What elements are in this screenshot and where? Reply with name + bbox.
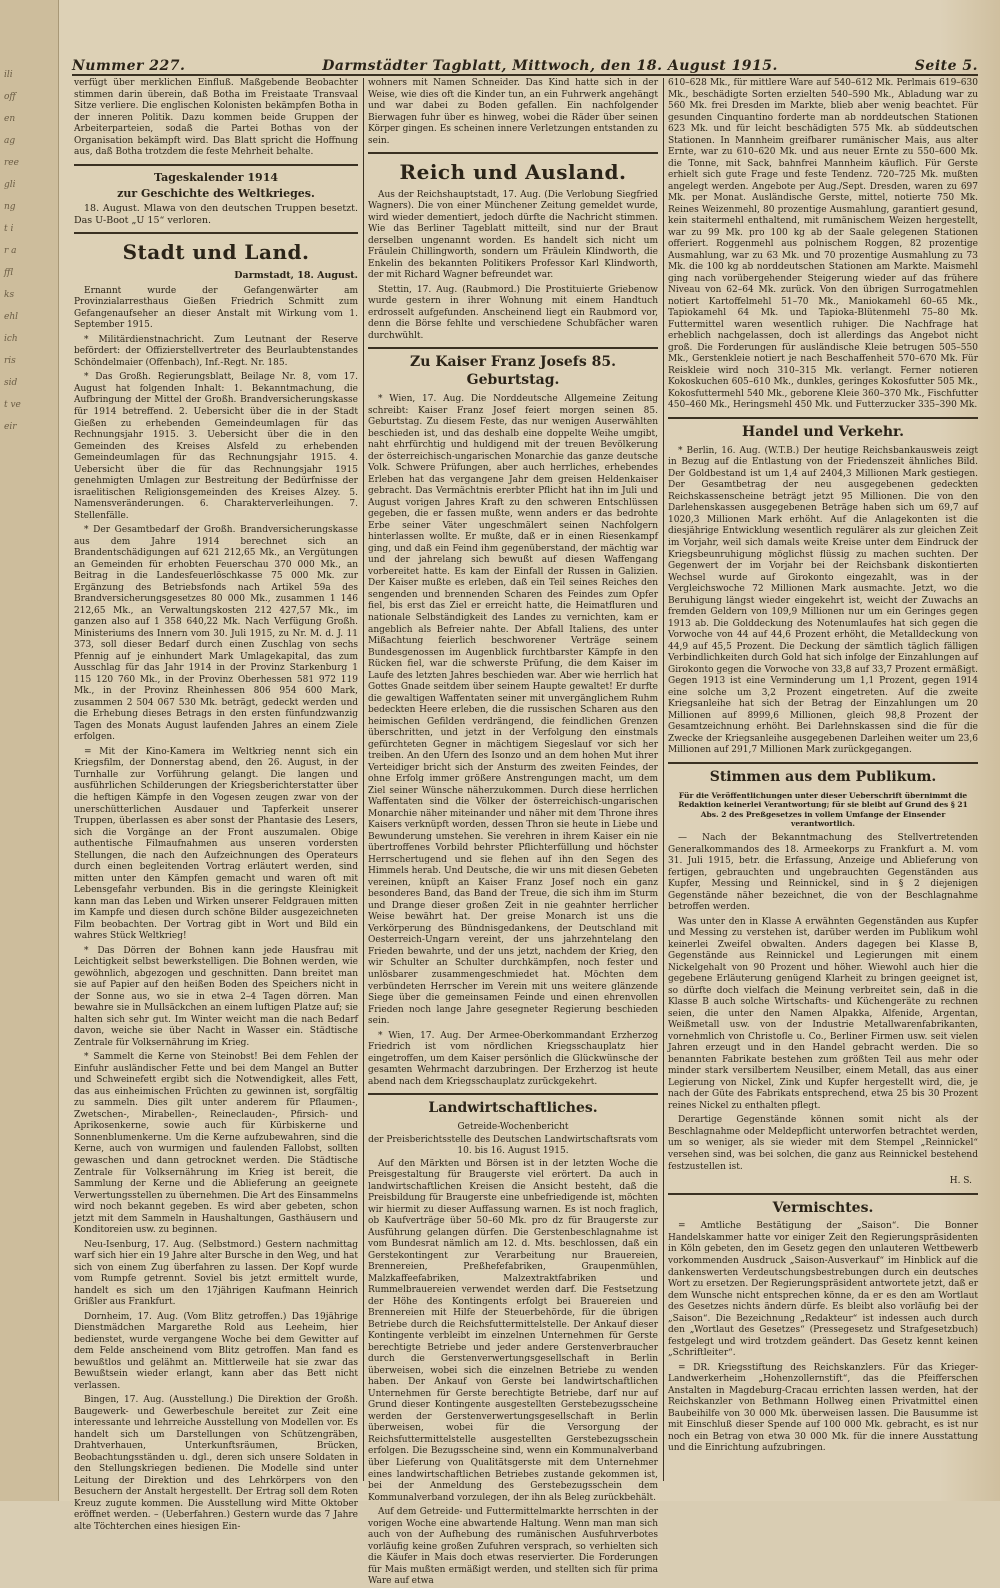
divider bbox=[368, 1093, 658, 1095]
divider bbox=[368, 152, 658, 154]
divider bbox=[668, 417, 978, 419]
kalender-subtitle: zur Geschichte des Weltkrieges. bbox=[117, 186, 315, 200]
section-title-stadt-und-land: Stadt und Land. bbox=[122, 240, 310, 265]
section-title-handel: Handel und Verkehr. bbox=[742, 423, 904, 440]
article-continuation: 610–628 Mk., für mittlere Ware auf 540–612 Mk. Perlmais 619–630 Mk., beschädigte Sorten erzielten 540–590 Mk., Abladung war zu 560 Mk. frei Dresden im Markte, blieb aber wenig beachtet. Für gesunden Cinquantino forderte man ab norddeutschen Stationen 623 Mk. und für leicht beschädigten 575 Mk. ab süddeutschen Stationen. In Mannheim greifbarer rumänischer Mais, aus alter Ernte, war zu 610–620 Mk. und aus neuer Ernte zu 550–600 Mk. die Tonne, mit Sack, bahnfrei Mannheim käuflich. Für Gerste erhielt sich gute Frage und feste Tendenz. 720–725 Mk. mußten angelegt werden. Angebote per Aug./Sept. Dresden, waren zu 697 Mk. per Monat. Ausländische Gerste, mittel, notierte 750 Mk. Reines Weizenmehl, 80 prozentige Ausmahlung, garantiert gesund, kein staitermehl enthaltend, mit rumänischem Weizen hergestellt, war zu 99 Mk. pro 100 kg ab der Saale gelegenen Stationen offeriert. Roggenmehl aus polnischem Roggen, 82 prozentige Ausmahlung, war zu 63 Mk. und 70 prozentige Ausmahlung zu 73 Mk. die 100 kg ab norddeutschen Stationen am Markte. Maismehl ging nach vorübergehender Steigerung wieder auf das frühere Niveau von 62–64 Mk. zurück. Von den übrigen Surrogatmehlen notiert Kartoffelmehl 51–70 Mk., Maniokamehl 60–65 Mk., Tapiokamehl 64 Mk. und Tapioka-Blütenmehl 75–80 Mk. Futtermittel waren wesentlich ruhiger. Die Nachfrage hat erheblich nachgelassen, doch ist allerdings das Angebot nicht groß. Die Forderungen für ausländische Kleie betrugen 505–550 Mk., Gerstenkleie notiert je nach Beschaffenheit 570–670 Mk. Für Reiskleie wird noch 310–315 Mk. verlangt. Ferner notieren Kokoskuchen 605–610 Mk., dunkles, geringes Kokosfutter 505 Mk., Kokosfuttermehl 540 Mk., geborene Kleie 360–370 Mk., Fischfutter 450–460 Mk., Heringsmehl 450 Mk. und Futterzucker 335–390 Mk. bbox=[668, 78, 978, 411]
section-title-stimmen: Stimmen aus dem Publikum. bbox=[709, 768, 937, 785]
margin-text-fragment: t ve bbox=[4, 400, 21, 410]
column-rule bbox=[363, 78, 364, 1481]
article-paragraph: * Der Gesamtbedarf der Großh. Brandversicherungskasse aus dem Jahre 1914 berechnet sich an Brandentschädigungen auf 621 212,65 Mk., an Vergütungen an Gemeinden für erhobten Feuerschau 370 000 Mk., an Beitrag in die Landesfeuerlöschkasse 75 000 Mk. zur Ergänzung des Betriebsfonds nach Artikel 59a des Brandversicherungsgesetzes 80 000 Mk., zusammen 1 146 212,65 Mk., an Verwaltungskosten 212 427,57 Mk., im ganzen also auf 1 358 640,22 Mk. Nach Verfügung Großh. Ministeriums des Innern vom 30. Juli 1915, zu Nr. M. d. J. 11 373, soll dieser Bedarf durch einen Zuschlag von sechs Pfennig auf je einhundert Mark Umlagekapital, das zum Ausschlag für das Jahr 1914 in der Provinz Starkenburg 1 115 120 760 Mk., in der Provinz Oberhessen 581 972 119 Mk., in der Provinz Rheinhessen 806 954 600 Mark, zusammen 2 504 067 530 Mk. beträgt, gedeckt werden und die Erhebung dieses Betrags in den ersten fünfundzwanzig Tagen des Monats August laufenden Jahres an einem Ziele erfolgen. bbox=[74, 525, 358, 743]
article-paragraph: * Das Großh. Regierungsblatt, Beilage Nr. 8, vom 17. August hat folgenden Inhalt: 1. Bekanntmachung, die Aufbringung der Mittel der Großh. Brandversicherungskasse für 1914 betreffend. 2. Uebersicht über die in der Stadt Gießen zu erhebenden Gemeindeumlagen für das Rechnungsjahr 1915. 3. Uebersicht über die in den Gemeinden des Kreises Alsfeld zu erhebenden Gemeindeumlagen für das Rechnungsjahr 1915. 4. Uebersicht über die für das Rechnungsjahr 1915 genehmigten Umlagen zur Bestreitung der Bedürfnisse der israelitischen Religionsgemeinden des Kreises Alzey. 5. Namensveränderungen. 6. Charakterverleihungen. 7. Stellenfälle. bbox=[74, 372, 358, 521]
article-paragraph: Auf den Märkten und Börsen ist in der letzten Woche die Preisgestaltung für Braugerste viel erörtert. Da auch in landwirtschaftlichen Kreisen die Ansicht besteht, daß die Preisbildung für Braugerste eine unbefriedigende ist, möchten wir hiermit zu dieser Auffassung warnen. Es ist noch fraglich, ob Kaufverträge über 50–60 Mk. pro dz für Braugerste zur Ausführung gelangen dürfen. Die Gerstenbeschlagnahme ist vom Bundesrat nämlich am 12. d. Mts. beschlossen, daß ein Gerstekontingent zur Verarbeitung nur Brauereien, Brennereien, Preßhefefabriken, Graupenmühlen, Malzkaffeefabriken, Malzextraktfabriken und Rummelbrauereien verwendet werden darf. Die Festsetzung der Höhe des Kontingents erfolgt bei Brauereien und Brennereien mit Hilfe der Steuerbehörde, für die übrigen Betriebe durch die Reichsfuttermittelstelle. Der Ankauf dieser Kontingente verbleibt im einzelnen Unternehmen für Gerste berechtigte Betriebe und jeder andere Gerstenverbraucher durch die Gerstenverwertungsgesellschaft in Berlin überweisen, wobei sich die einzelnen Betriebe zu wenden haben. Der Ankauf von Gerste bei landwirtschaftlichen Unternehmen für Gerste berechtigte Betriebe, darf nur auf Grund dieser Kontingente ausgestellten Gerstebezugsscheine werden der Gerstenverwertungsgesellschaft in Berlin überweisen, wobei für die Versorgung der Reichsfuttermittelstelle ausgestellten Gerstebezugsschein erfolgen. Die Bezugsscheine sind, wenn ein Kommunalverband über Lieferung von Qualitätsgerste mit dem Unternehmer eines landwirtschaftlichen Betriebes zustande gekommen ist, bei der Anmeldung des Gerstebezugsschein dem Kommunalverband vorzulegen, der ihn als Beleg zurückbehält. bbox=[368, 1158, 658, 1503]
section-title-landwirtschaft: Landwirtschaftliches. bbox=[428, 1100, 598, 1117]
article-list bbox=[74, 286, 358, 1534]
article-paragraph: * Das Dörren der Bohnen kann jede Hausfrau mit Leichtigkeit selbst bewerkstelligen. Die Bohnen werden, wie gewöhnlich, abgezogen und geschnitten. Dann breitet man sie auf Papier auf den heißen Boden des Speichers nicht in der Sonne aus, wo sie in etwa 2–4 Tagen dörren. Man bewahre sie in Mullsäckchen an einem luftigen Platze auf; sie halten sich sehr gut. Im Winter weicht man die nach Bedarf davon, weiche sie über Nacht in Wasser ein. Städtische Zentrale für Volksernährung im Krieg. bbox=[74, 945, 358, 1048]
page-header bbox=[72, 52, 978, 76]
margin-text-fragment: ili bbox=[4, 70, 13, 80]
divider bbox=[74, 164, 358, 166]
section-subtitle: der Preisberichtsstelle des Deutschen Landwirtschaftsrats vom 10. bis 16. August 1915. bbox=[368, 1134, 658, 1157]
article-paragraph: Dornheim, 17. Aug. (Vom Blitz getroffen.) Das 19jährige Dienstmädchen Margarethe Rold aus Leeheim, hier bedienstet, wurde vergangene Woche bei dem Gewitter auf dem Felde anscheinend vom Blitz getroffen. Man fand es bewußtlos und gelähmt an. Mittlerweile hat sie zwar das Bewußtsein wieder erlangt, kann aber das Bett nicht verlassen. bbox=[74, 1311, 358, 1391]
article-list bbox=[668, 446, 978, 757]
page-number: Seite 5. bbox=[914, 58, 978, 74]
margin-text-fragment: ng bbox=[4, 202, 16, 212]
article-paragraph: — Nach der Bekanntmachung des Stellvertretenden Generalkommandos des 18. Armeekorps zu Frankfurt a. M. vom 31. Juli 1915, betr. die Erfassung, Anzeige und Ablieferung von fertigen, gebrauchten und ungebrauchten Gegenständen aus Kupfer, Messing und Reinnickel, sind in § 2 diejenigen Gegenstände näher bezeichnet, die von der Beschlagnahme betroffen werden. bbox=[668, 833, 978, 913]
dateline: Darmstadt, 18. August. bbox=[234, 269, 358, 281]
column-1 bbox=[74, 78, 358, 1532]
divider bbox=[368, 347, 658, 349]
column-2 bbox=[368, 78, 658, 1587]
article-paragraph: Bingen, 17. Aug. (Ausstellung.) Die Direktion der Großh. Baugewerk- und Gewerbeschule bereitet zur Zeit eine interessante und lehrreiche Ausstellung von Modellen vor. Es handelt sich um Darstellungen von Schützengräben, Drahtverhauen, Unterkunftsräumen, Brücken, Beobachtungsständen u. dgl., deren sich unsere Soldaten in den Stellungskriegen bedienen. Die Modelle sind unter Leitung der Direktion und des Lehrkörpers von den Besuchern der Anstalt hergestellt. Der Ertrag soll dem Roten Kreuz zugute kommen. Die Ausstellung wird Mitte Oktober eröffnet werden. – (Ueberfahren.) Gestern wurde das 7 Jahre alte Töchterchen eines hiesigen Ein- bbox=[74, 1395, 358, 1532]
margin-text-fragment: ag bbox=[4, 136, 16, 146]
margin-text-fragment: t i bbox=[4, 224, 14, 234]
section-subtitle: Getreide-Wochenbericht bbox=[457, 1122, 569, 1133]
article-paragraph: * Wien, 17. Aug. Die Norddeutsche Allgemeine Zeitung schreibt: Kaiser Franz Josef feiert morgen seinen 85. Geburtstag. Zu diesem Feste, das nur wenigen Auserwählten beschieden ist, und das deshalb eine doppelte Weihe umgibt, naht ehrfürchtig und huldigend mit der treuen Bevölkerung der österreichisch-ungarischen Monarchie das ganze deutsche Volk. Schwere Prüfungen, aber auch herrliches, erhebendes Erleben hat das vergangene Jahr dem greisen Heldenkaiser gebracht. Das Vermächtnis ererbter Pflicht hat ihn im Juli und August vorigen Jahres Kraft zu den schweren Entschlüssen gegeben, die er fassen mußte, wenn anders er das bedrohte Erbe seiner Väter ungeschmälert seinen Nachfolgern hinterlassen wollte. Er mußte, daß er in einen Riesenkampf ging, und daß ein Feind ihm gegenüberstand, der mächtig war und der jahrelang sich bewußt auf diesen Waffengang vorbereitet hatte. Es kam der Einfall der Russen in Galizien. Der Kaiser mußte es erleben, daß ein Teil seines Reiches den sengenden und brennenden Scharen des Feindes zum Opfer fiel, bis erst das Ziel er erreicht hatte, die Heimatfluren und nationale Selbständigkeit des Landes zu vernichten, kam er angeblich als Befreier nahte. Der Abfall Italiens, des unter Mißachtung feierlich beschworener Verträge seinem Bundesgenossen im Augenblick furchtbarster Kämpfe in den Rücken fiel, war die schwerste Prüfung, die dem Kaiser im Laufe des letzten Jahres beschieden war. Aber wie herrlich hat Gottes Gnade seitdem über seinem Haupte gewaltet! Er durfte die gewaltigen Waffentaten seiner mit unvergänglichem Ruhm bedeckten Heere erleben, die die russischen Scharen aus den heimischen Gefilden verdrängend, die feindlichen Grenzen überschritten, und jetzt in der Verfolgung den einstmals gefürchteten Gegner in mächtigem Siegeslauf vor sich her treiben. An den Ufern des Isonzo und an dem hohen Mut ihrer Verteidiger bricht sich der Ansturm des zweiten Feindes, der ohne Erfolg immer größere Anstrengungen macht, um dem Ziel seiner Wünsche näherzukommen. Durch diese herrlichen Waffentaten sind die Völker der österreichisch-ungarischen Monarchie näher miteinander und näher mit dem Throne ihres Kaisers verknüpft worden, dessen Thron sie heute in Liebe und Bewunderung umstehen. Sie verehren in ihrem Kaiser ein nie übertroffenes Vorbild behrster Pflichterfüllung und höchster Herrschertugend und sie flehen auf ihn den Segen des Himmels herab. Und Deutsche, die wir uns mit diesen Gebeten vereinen, knüpft an Kaiser Franz Josef noch ein ganz besonderes Band, das Band der Treue, die sich ihm im Sturm und Drange dieser großen Zeit in nie geahnter herrlicher Weise bewährt hat. Der greise Monarch ist uns die Verkörperung des Bündnisgedankens, der Deutschland mit Oesterreich-Ungarn vereint, der uns jahrzehntelang den Frieden bewahrte, und der uns jetzt, nachdem der Krieg, den wir Schulter an Schulter durchkämpfen, noch fester und unlösbarer zusammengeschmiedet hat. Möchten dem verbündeten Herrscher im Verein mit uns weitere glänzende Siege über die gemeinsamen Feinde und einen ehrenvollen Frieden noch lange Jahre gesegneter Regierung beschieden sein. bbox=[368, 394, 658, 1027]
adjacent-page-edge bbox=[0, 0, 59, 1501]
margin-text-fragment: ree bbox=[4, 158, 19, 168]
margin-text-fragment: ich bbox=[4, 334, 18, 344]
article-paragraph: Ernannt wurde der Gefangenwärter am Provinzialarresthaus Gießen Friedrich Schmitt zum Gefangenaufseher an dieser Anstalt mit Wirkung vom 1. September 1915. bbox=[74, 285, 358, 331]
article-paragraph: Auf dem Getreide- und Futtermittelmarkte herrschten in der vorigen Woche eine abwartende Haltung. Wenn man man sich auch von der Aufhebung des rumänischen Ausfuhrverbotes vorläufig keine großen Zufuhren versprach, so verhielten sich die Käufer in Mais doch etwas reservierter. Die Forderungen für Mais mußten ermäßigt werden, und stellten sich für prima Ware auf etwa bbox=[368, 1507, 658, 1587]
masthead-title: Darmstädter Tagblatt, Mittwoch, den 18. August 1915. bbox=[322, 58, 778, 74]
article-paragraph: = Amtliche Bestätigung der „Saison“. Die Bonner Handelskammer hatte vor einiger Zeit den Regierungspräsidenten in Köln gebeten, den im Gesetz gegen den unlauteren Wettbewerb vorkommenden Ausdruck „Saison-Ausverkauf“ im Hinblick auf die dankenswerten Verdeutschungsbestrebungen durch ein deutsches Wort zu ersetzen. Der Regierungspräsident antwortete jetzt, daß er dem Wunsche nicht entsprechen könne, da er es den am Wortlaut des Gesetzes nichts ändern dürfe. Es bleibt also vorläufig bei der „Saison“. Die Bezeichnung „Redakteur“ ist indessen auch durch den „Wortlaut des Gesetzes“ (Pressegesetz und Strafgesetzbuch) festgelegt und wird trotzdem geändert. Das Gesetz kennt keinen „Schriftleiter“. bbox=[668, 1221, 978, 1359]
article-paragraph: Stettin, 17. Aug. (Raubmord.) Die Prostituierte Griebenow wurde gestern in ihrer Wohnung mit einem Handtuch erdrosselt aufgefunden. Anscheinend liegt ein Raubmord vor, denn die Börse fehlte und verschiedene Schubfächer waren durchwühlt. bbox=[368, 284, 658, 341]
article-paragraph: * Militärdienstnachricht. Zum Leutnant der Reserve befördert: der Offizierstellvertreter des Beurlaubtenstandes Schöndelmaier (Offenbach), Inf.-Regt. Nr. 185. bbox=[74, 334, 358, 368]
column-3 bbox=[668, 78, 978, 1481]
section-title-vermischtes: Vermischtes. bbox=[772, 1199, 874, 1216]
divider bbox=[668, 762, 978, 764]
margin-text-fragment: sid bbox=[4, 378, 18, 388]
issue-number: Nummer 227. bbox=[72, 58, 186, 74]
article-paragraph: Neu-Isenburg, 17. Aug. (Selbstmord.) Gestern nachmittag warf sich hier ein 19 Jahre alter Bursche in den Weg, und hat sich von einem Zug überfahren zu lassen. Der Kopf wurde vom Rumpfe getrennt. Soviel bis jetzt ermittelt wurde, handelt es sich um den 17jährigen Kaufmann Heinrich Grißler aus Frankfurt. bbox=[74, 1239, 358, 1308]
kalender-title: Tageskalender 1914 bbox=[154, 170, 278, 184]
margin-text-fragment: ehl bbox=[4, 312, 19, 322]
section-title-kaiser: Zu Kaiser Franz Josefs 85. Geburtstag. bbox=[410, 354, 616, 389]
column-rule bbox=[663, 78, 664, 1481]
section-title-reich-und-ausland: Reich und Ausland. bbox=[399, 160, 627, 185]
article-paragraph: * Berlin, 16. Aug. (W.T.B.) Der heutige Reichsbankausweis zeigt in Bezug auf die Entlastung von der Friedenszeit ähnliches Bild. Der Goldbestand ist um 1,4 auf 2404,3 Millionen Mark gestiegen. Der Gesamtbetrag der neu ausgegebenen gedeckten Reichskassenscheine beträgt jetzt 95 Millionen. Die von den Darlehenskassen ausgegebenen Beträge haben sich um 69,7 auf 1020,3 Millionen Mark erhöht. Auf die Anlagekonten ist die diesjährige Entwicklung wesentlich regulärer als zur gleichen Zeit im Vorjahr, weil sich damals weite Kreise unter dem Eindruck der Kriegsbeunruhigung möglichst flüssig zu machen suchten. Der Gegenwert der im Vorjahr bei der Reichsbank diskontierten Wechsel wurde auf Girokonto eingezahlt, was in der Vergleichswoche 72 Millionen Mark ausmachte. Jetzt, wo die Beruhigung längst wieder eingekehrt ist, weicht der Zuwachs an fremden Geldern von 109,9 Millionen nur um ein Geringes gegen 1913 ab. Die Golddeckung des Notenumlaufes hat sich gegen die Vorwoche von 44 auf 44,6 Prozent erhöht, die Metalldeckung von 44,9 auf 45,5 Prozent. Die Deckung der sämtlich täglich fälligen Verbindlichkeiten durch Gold hat sich infolge der Einzahlungen auf Girokonto gegen die Vorwoche von 33,8 auf 33,7 Prozent ermäßigt. Gegen 1913 ist eine Verminderung um 1,1 Prozent, gegen 1914 eine solche um 3,2 Prozent eingetreten. Auf die zweite Kriegsanleihe hat sich der Betrag der Einzahlungen um 20 Millionen auf 8999,6 Millionen, gleich 98,8 Prozent der Gesamtzeichnung erhöht. Bei Darlehnskassen sind die für die Zwecke der Kriegsanleihe ausgegebenen Darleihen weiter um 23,6 Millionen auf 291,7 Millionen Mark zurückgegangen. bbox=[668, 445, 978, 756]
margin-text-fragment: ris bbox=[4, 356, 16, 366]
divider bbox=[74, 232, 358, 234]
article-paragraph: = Mit der Kino-Kamera im Weltkrieg nennt sich ein Kriegsfilm, der Donnerstag abend, den 26. August, in der Turnhalle zur Vorführung gelangt. Die langen und ausführlichen Schilderungen der Kriegsberichterstatter über die heftigen Kämpfe in den Vogesen zeugen zwar von der unerschütterlichen Ausdauer und Tapferkeit unserer Truppen, überlassen es aber sonst der Phantasie des Lesers, sich die Vorgänge an der Front auszumalen. Obige authentische Filmaufnahmen aus unseren vordersten Stellungen, die nach den Aufzeichnungen des Operateurs durch einen begleitenden Vortrag erläutert werden, sind mitten unter den Kämpfen gemacht und waren oft mit Lebensgefahr verbunden. Bis in die geringste Kleinigkeit kann man das Leben und Wirken unserer Feldgrauen mitten im Kampfe und diesen durch schöne Bilder ausgezeichneten Film beobachten. Der Vortrag gibt in Wort und Bild ein wahres Stück Weltkrieg! bbox=[74, 746, 358, 942]
margin-text-fragment: ks bbox=[4, 290, 15, 300]
article-paragraph: Aus der Reichshauptstadt, 17. Aug. (Die Verlobung Siegfried Wagners). Die von einer Münchener Zeitung gemeldet wurde, wird wieder dementiert, jedoch dürfte die Nachricht stimmen. Wie das Berliner Tageblatt mitteilt, sind nur der Braut derselben ungenannt worden. Es handelt sich nicht um Fräulein Chillingworth, sondern um Fräulein Klindworth, die Enkelin des bekannten Politikers Professor Karl Klindworth, der mit Richard Wagner befreundet war. bbox=[368, 189, 658, 281]
kalender-entry: 18. August. Mlawa von den deutschen Truppen besetzt. Das U-Boot „U 15“ verloren. bbox=[74, 202, 358, 226]
article-paragraph: = DR. Kriegsstiftung des Reichskanzlers. Für das Krieger-Landwerkerheim „Hohenzollernstift“, das die Pfeifferschen Anstalten in Magdeburg-Cracau errichten lassen werden, hat der Reichskanzler von Bethmann Hollweg einen Privatmittel einen Baubeihilfe von 30 000 Mk. überweisen lassen. Die Bausumme ist mit Einschluß dieser Spende auf 100 000 Mk. gebracht, es ist nur noch ein Betrag von etwa 30 000 Mk. für die innere Ausstattung und die Einrichtung aufzubringen. bbox=[668, 1362, 978, 1454]
article-list bbox=[368, 190, 658, 343]
author-signature: H. S. bbox=[949, 1176, 972, 1187]
article-list bbox=[368, 1159, 658, 1588]
margin-text-fragment: eir bbox=[4, 422, 17, 432]
margin-text-fragment: off bbox=[4, 92, 16, 102]
article-continuation: wohners mit Namen Schneider. Das Kind hatte sich in der Weise, wie dies oft die Kinder tun, an ein Fuhrwerk angehängt und war dabei zu Boden gefallen. Ein nachfolgender Bierwagen fuhr über es hinweg, wobei die Räder über seinen Körper gingen. Es scheinen innere Verletzungen entstanden zu sein. bbox=[368, 78, 658, 146]
article-list bbox=[368, 394, 658, 1088]
article-list bbox=[668, 833, 978, 1173]
editorial-disclaimer: Für die Veröffentlichungen unter dieser Ueberschrift übernimmt die Redaktion keinerlei Verantwortung; für sie bleibt auf Grund des § 21 Abs. 2 des Preßgesetzes in vollem Umfange der Einsender verantwortlich. bbox=[678, 790, 968, 829]
article-paragraph: Was unter den in Klasse A erwähnten Gegenständen aus Kupfer und Messing zu verstehen ist, darüber werden im Publikum wohl keinerlei Zweifel obwalten. Anders dagegen bei Klasse B, Gegenstände aus Reinnickel und Legierungen mit einem Nickelgehalt von 90 Prozent und höher. Wiewohl auch hier die gegebene Erläuterung genügend Klarheit zu bringen geeignet ist, so dürfte doch vielfach die Meinung verbreitet sein, daß in die Klasse B auch solche Wirtschafts- und Küchengeräte zu rechnen seien, die unter den Namen Alpakka, Alfenide, Argentan, Weißmetall usw. von der Industrie Metallwarenfabrikanten, vornehmlich von Christofle u. Co., Berliner Firmen usw. seit vielen Jahren erzeugt und in den Handel gebracht werden. Die so benannten Fabrikate bestehen zum größten Teil aus mehr oder minder stark versilbertem Neusilber, einem Metall, das aus einer Legierung von Nickel, Zink und Kupfer hergestellt wird, die, je nach der Güte des Fabrikats entsprechend, etwa 25 bis 30 Prozent reines Nickel zu enthalten pflegt. bbox=[668, 916, 978, 1111]
divider bbox=[668, 1193, 978, 1195]
margin-text-fragment: en bbox=[4, 114, 16, 124]
margin-text-fragment: gli bbox=[4, 180, 16, 190]
article-list bbox=[668, 1221, 978, 1454]
article-continuation: verfügt über merklichen Einfluß. Maßgebende Beobachter stimmen darin überein, daß Botha im Freistaate Transvaal Sitze verliere. Die englischen Kolonisten bekämpfen Botha in der inneren Politik. Dazu kommen beide Gruppen der Arbeiterparteien, sodaß die Partei Bothas von der Organisation bekämpft wird. Das Blatt spricht die Hoffnung aus, daß Botha trotzdem die feste Mehrheit behalte. bbox=[74, 78, 358, 158]
margin-text-fragment: ffl bbox=[4, 268, 13, 278]
article-paragraph: Derartige Gegenstände können somit nicht als der Beschlagnahme oder Meldepflicht unterworfen betrachtet werden, um so weniger, als sie wieder mit dem Stempel „Reinnickel“ versehen sind, was bei solchen, die ganz aus Reinnickel bestehend festzustellen ist. bbox=[668, 1115, 978, 1172]
article-paragraph: * Wien, 17. Aug. Der Armee-Oberkommandant Erzherzog Friedrich ist vom nördlichen Kriegsschauplatz hier eingetroffen, um dem Kaiser persönlich die Glückwünsche der gesamten Wehrmacht darzubringen. Der Erzherzog ist heute abend nach dem Kriegsschauplatz zurückgekehrt. bbox=[368, 1030, 658, 1087]
article-paragraph: * Sammelt die Kerne von Steinobst! Bei dem Fehlen der Einfuhr ausländischer Fette und bei dem Mangel an Butter und Schweinefett ergibt sich die Notwendigkeit, alles Fett, das aus einheimischen Früchten zu gewinnen ist, sorgfältig zu sammeln. Dies gilt unter anderem für Pflaumen-, Zwetschen-, Mirabellen-, Reineclauden-, Pfirsich- und Aprikosenkerne, sowie auch für Kürbiskerne und Sonnenblumenkerne. Um die Kerne aufzubewahren, sind die Kerne, auch von wurmigen und faulenden Fallobst, sollten gewaschen und dann getrocknet werden. Die Städtische Zentrale für Volksernährung im Krieg ist bereit, die Sammlung der Kerne und die Ablieferung an geeignete Verwertungsstellen zu übernehmen. Die Art des Einsammelns wird noch bekannt gegeben. Es wird aber gebeten, schon jetzt mit dem Sammeln in Haushaltungen, Gasthäusern und Konditoreien usw. zu beginnen. bbox=[74, 1052, 358, 1236]
margin-text-fragment: r a bbox=[4, 246, 17, 256]
